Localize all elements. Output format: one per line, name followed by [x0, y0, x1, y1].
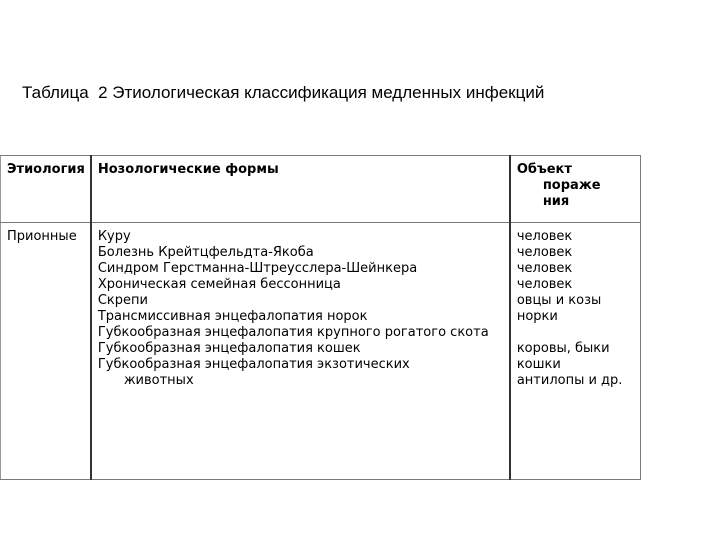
object-item: кошки [516, 357, 561, 372]
object-item: коровы, быки [516, 341, 610, 356]
object-item: человек [516, 245, 573, 260]
header-etiology: Этиология [1, 156, 91, 223]
table-header-row [1, 156, 641, 223]
form-item: Болезнь Крейтцфельдта-Якоба [97, 245, 314, 260]
object-item: антилопы и др. [516, 373, 623, 388]
classification-table [0, 155, 641, 480]
form-item: Губкообразная энцефалопатия кошек [97, 341, 361, 356]
table-row [1, 223, 641, 480]
cell-objects [510, 223, 641, 480]
object-item: человек [516, 229, 573, 244]
object-spacer [517, 325, 635, 341]
header-object-text: Объект пораже ния [516, 162, 601, 209]
cell-etiology: Прионные [1, 223, 91, 480]
form-item: Губкообразная энцефалопатия крупного рогатого скота [97, 325, 489, 340]
form-item: Хроническая семейная бессонница [97, 277, 341, 292]
object-item: норки [516, 309, 558, 324]
header-nosological-forms: Нозологические формы [91, 156, 510, 223]
form-item: Куру [97, 229, 131, 244]
form-item: Синдром Герстманна-Штреусслера-Шейнкера [97, 261, 418, 276]
form-item: Скрепи [97, 293, 148, 308]
header-object [510, 156, 641, 223]
object-item: овцы и козы [516, 293, 602, 308]
object-item: человек [516, 277, 573, 292]
object-item: человек [516, 261, 573, 276]
form-item: Трансмиссивная энцефалопатия норок [97, 309, 368, 324]
form-item: Губкообразная энцефалопатия экзотических животных [97, 357, 410, 388]
table-caption: Таблица 2 Этиологическая классификация медленных инфекций [22, 83, 545, 102]
cell-forms [91, 223, 510, 480]
